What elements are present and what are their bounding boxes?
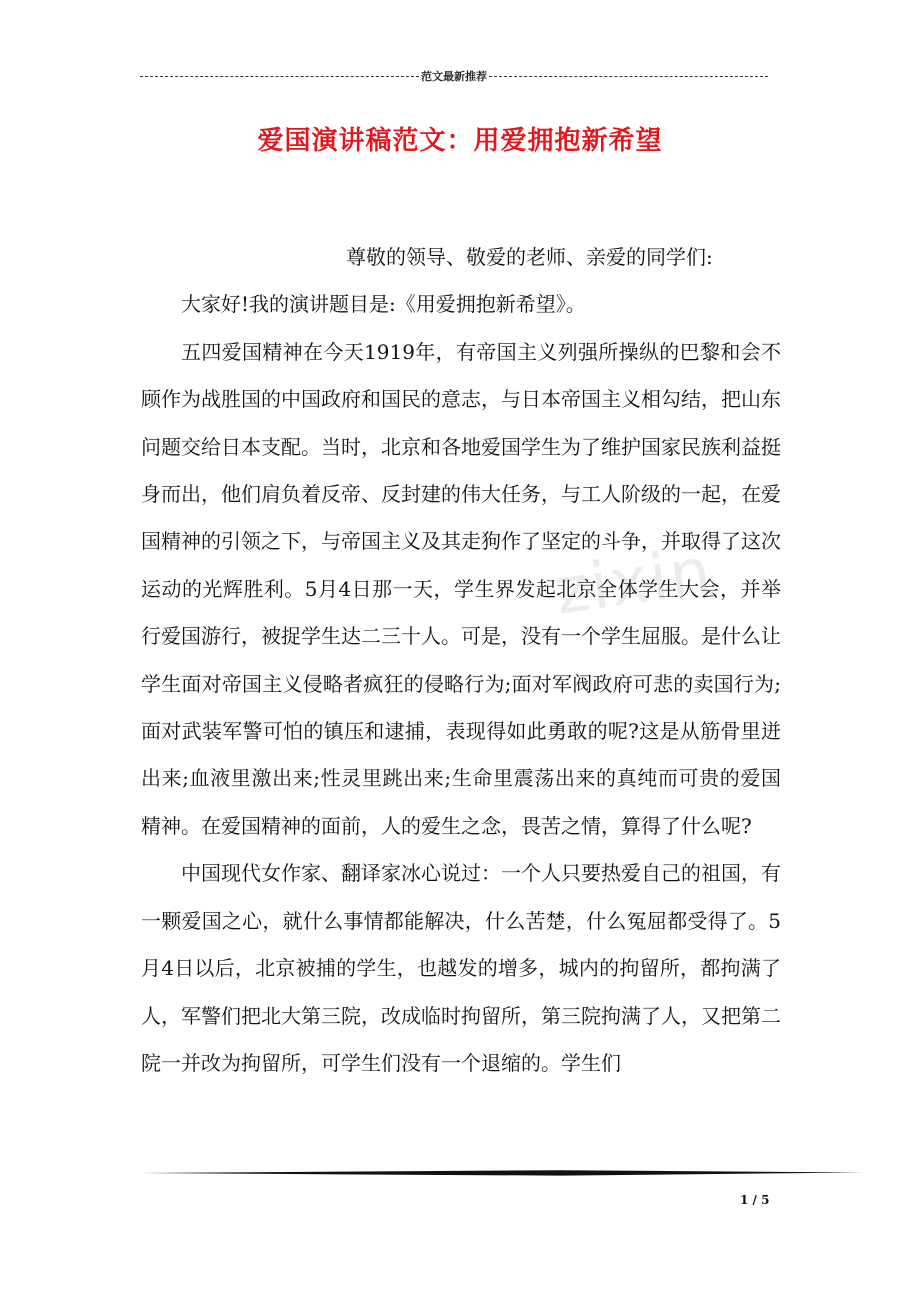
footer-rule — [141, 1168, 863, 1178]
document-body — [141, 234, 781, 1087]
body-paragraph-may-fourth: 五四爱国精神在今天1919年，有帝国主义列强所操纵的巴黎和会不顾作为战胜国的中国政府和国民的意志，与日本帝国主义相勾结，把山东问题交给日本支配。当时，北京和各地爱国学生为了维护国家民族利益挺身而出，他们肩负着反帝、反封建的伟大任务，与工人阶级的一起，在爱国精神的引领之下，与帝国主义及其走狗作了坚定的斗争，并取得了这次运动的光辉胜利。5月4日那一天，学生界发起北京全体学生大会，并举行爱国游行，被捉学生达二三十人。可是，没有一个学生屈服。是什么让学生面对帝国主义侵略者疯狂的侵略行为;面对军阀政府可悲的卖国行为;面对武装军警可怕的镇压和逮捕，表现得如此勇敢的呢?这是从筋骨里迸出来;血液里激出来;性灵里跳出来;生命里震荡出来的真纯而可贵的爱国精神。在爱国精神的面前，人的爱生之念，畏苦之情，算得了什么呢? — [141, 339, 781, 838]
document-title: 爱国演讲稿范文：用爱拥抱新希望 — [257, 126, 663, 156]
header-dash-right — [489, 76, 768, 77]
header-dash-left — [140, 76, 419, 77]
header-label: 范文最新推荐 — [421, 70, 487, 83]
greeting-paragraph: 大家好!我的演讲题目是:《用爱拥抱新希望》。 — [181, 292, 586, 317]
salutation-paragraph: 尊敬的领导、敬爱的老师、亲爱的同学们: — [346, 245, 713, 269]
body-paragraph-bingxin: 中国现代女作家、翻译家冰心说过：一个人只要热爱自己的祖国，有一颗爱国之心，就什么事情都能解决，什么苦楚，什么冤屈都受得了。5月4日以后，北京被捕的学生，也越发的增多，城内的拘留所，都拘满了人，军警们把北大第三院，改成临时拘留所，第三院拘满了人，又把第二院一并改为拘留所，可学生们没有一个退缩的。学生们 — [141, 861, 781, 1075]
page-header — [140, 66, 768, 86]
page-number: 1 / 5 — [740, 1193, 770, 1207]
watermark-logo: zixin — [550, 534, 717, 630]
